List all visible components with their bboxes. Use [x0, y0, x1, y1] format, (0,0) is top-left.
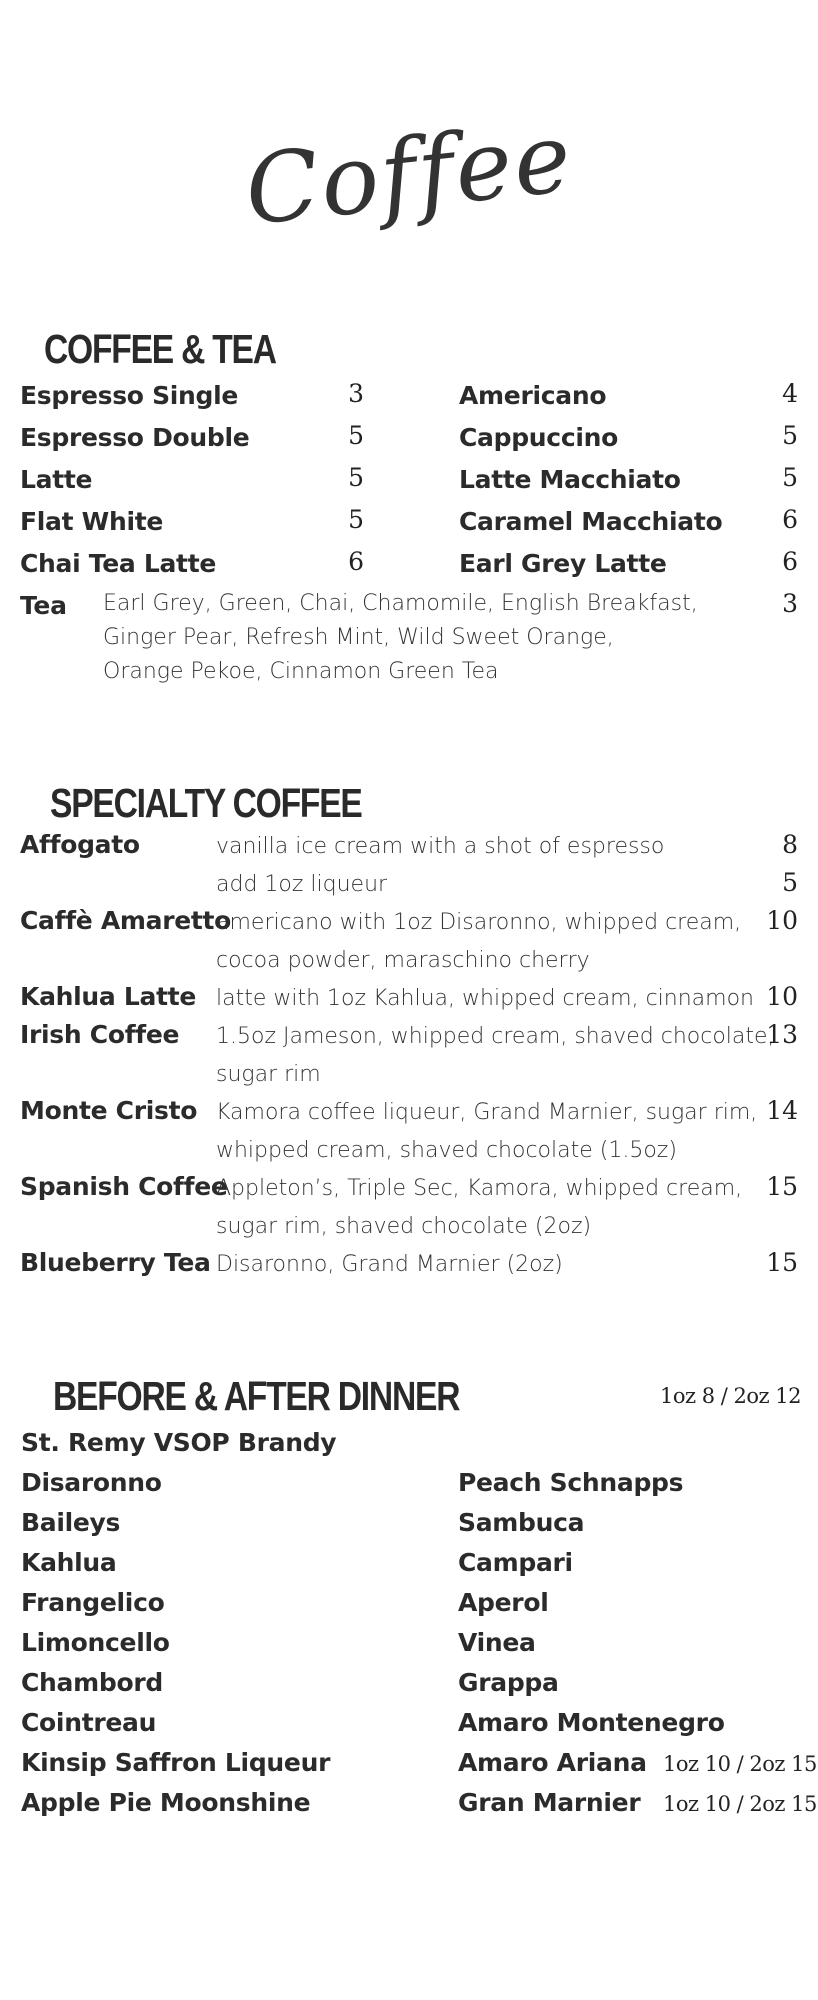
specialty-item-desc: sugar rim	[216, 1062, 321, 1087]
menu-item-price: 5	[348, 421, 364, 450]
specialty-item-price: 14	[766, 1096, 798, 1125]
specialty-item-name: Caffè Amaretto	[20, 906, 232, 935]
dinner-item-pricing: 1oz 10 / 2oz 15	[663, 1752, 817, 1776]
specialty-item-name: Affogato	[20, 830, 140, 859]
menu-item-price: 3	[348, 379, 364, 408]
dinner-pricing: 1oz 8 / 2oz 12	[660, 1384, 801, 1408]
specialty-item-desc: latte with 1oz Kahlua, whipped cream, cinnamon	[216, 986, 755, 1011]
specialty-heading: SPECIALTY COFFEE	[50, 780, 362, 826]
dinner-item: Chambord	[21, 1668, 163, 1697]
menu-item-name: Americano	[459, 381, 607, 410]
dinner-item: Gran Marnier	[458, 1788, 641, 1817]
menu-item-name: Espresso Double	[20, 423, 250, 452]
dinner-item: Amaro Ariana	[458, 1748, 647, 1777]
dinner-heading: BEFORE & AFTER DINNER	[53, 1373, 460, 1419]
menu-item-price: 6	[348, 547, 364, 576]
menu-item-name: Cappuccino	[459, 423, 618, 452]
dinner-item: Campari	[458, 1548, 573, 1577]
specialty-item-price: 10	[766, 982, 798, 1011]
dinner-item-first: St. Remy VSOP Brandy	[21, 1428, 337, 1457]
specialty-item-desc: 1.5oz Jameson, whipped cream, shaved chocolate,	[216, 1024, 775, 1049]
dinner-item: Vinea	[458, 1628, 536, 1657]
dinner-item: Peach Schnapps	[458, 1468, 684, 1497]
tea-desc-line: Earl Grey, Green, Chai, Chamomile, English Breakfast,	[103, 591, 698, 616]
menu-item-price: 6	[782, 547, 798, 576]
specialty-item-desc: sugar rim, shaved chocolate (2oz)	[216, 1214, 592, 1239]
specialty-item-name: Monte Cristo	[20, 1096, 198, 1125]
menu-item-price: 6	[782, 505, 798, 534]
dinner-item: Limoncello	[21, 1628, 170, 1657]
dinner-item: Aperol	[458, 1588, 549, 1617]
specialty-item-name: Spanish Coffee	[20, 1172, 228, 1201]
specialty-item-price: 8	[782, 830, 798, 859]
menu-item-name: Caramel Macchiato	[459, 507, 723, 536]
specialty-item-desc: whipped cream, shaved chocolate (1.5oz)	[216, 1138, 677, 1163]
specialty-item-desc: americano with 1oz Disaronno, whipped cream,	[216, 910, 742, 935]
dinner-item-pricing: 1oz 10 / 2oz 15	[663, 1792, 817, 1816]
specialty-item-price: 13	[766, 1020, 798, 1049]
tea-desc-line: Ginger Pear, Refresh Mint, Wild Sweet Orange,	[103, 625, 614, 650]
dinner-item: Apple Pie Moonshine	[21, 1788, 311, 1817]
tea-name: Tea	[20, 591, 67, 620]
specialty-item-desc: vanilla ice cream with a shot of espresso	[216, 834, 665, 859]
page-title: Coffee	[240, 101, 578, 247]
dinner-item: Cointreau	[21, 1708, 157, 1737]
menu-item-price: 5	[782, 421, 798, 450]
tea-price: 3	[782, 589, 798, 618]
dinner-item: Disaronno	[21, 1468, 162, 1497]
menu-item-name: Earl Grey Latte	[459, 549, 667, 578]
specialty-item-name: Irish Coffee	[20, 1020, 180, 1049]
dinner-item: Amaro Montenegro	[458, 1708, 725, 1737]
specialty-item-price: 15	[766, 1248, 798, 1277]
specialty-item-desc: Kamora coffee liqueur, Grand Marnier, sugar rim,	[216, 1100, 758, 1125]
specialty-item-price: 5	[782, 868, 798, 897]
dinner-item: Grappa	[458, 1668, 559, 1697]
specialty-item-desc: cocoa powder, maraschino cherry	[216, 948, 590, 973]
menu-item-price: 5	[348, 505, 364, 534]
menu-item-name: Latte Macchiato	[459, 465, 681, 494]
menu-item-price: 5	[782, 463, 798, 492]
coffee-tea-heading: COFFEE & TEA	[44, 326, 276, 372]
menu-item-name: Latte	[20, 465, 93, 494]
dinner-item: Frangelico	[21, 1588, 165, 1617]
dinner-item: Baileys	[21, 1508, 121, 1537]
specialty-item-desc: Disaronno, Grand Marnier (2oz)	[216, 1252, 563, 1277]
specialty-item-desc: Appleton’s, Triple Sec, Kamora, whipped cream,	[216, 1176, 743, 1201]
dinner-item: Kinsip Saffron Liqueur	[21, 1748, 331, 1777]
specialty-item-price: 10	[766, 906, 798, 935]
menu-item-name: Chai Tea Latte	[20, 549, 217, 578]
dinner-item: Sambuca	[458, 1508, 585, 1537]
specialty-item-price: 15	[766, 1172, 798, 1201]
menu-item-price: 4	[782, 379, 798, 408]
menu-item-price: 5	[348, 463, 364, 492]
specialty-item-desc: add 1oz liqueur	[216, 872, 388, 897]
specialty-item-name: Kahlua Latte	[20, 982, 197, 1011]
specialty-item-name: Blueberry Tea	[20, 1248, 211, 1277]
menu-item-name: Flat White	[20, 507, 164, 536]
menu-item-name: Espresso Single	[20, 381, 239, 410]
dinner-item: Kahlua	[21, 1548, 117, 1577]
tea-desc-line: Orange Pekoe, Cinnamon Green Tea	[103, 659, 499, 684]
